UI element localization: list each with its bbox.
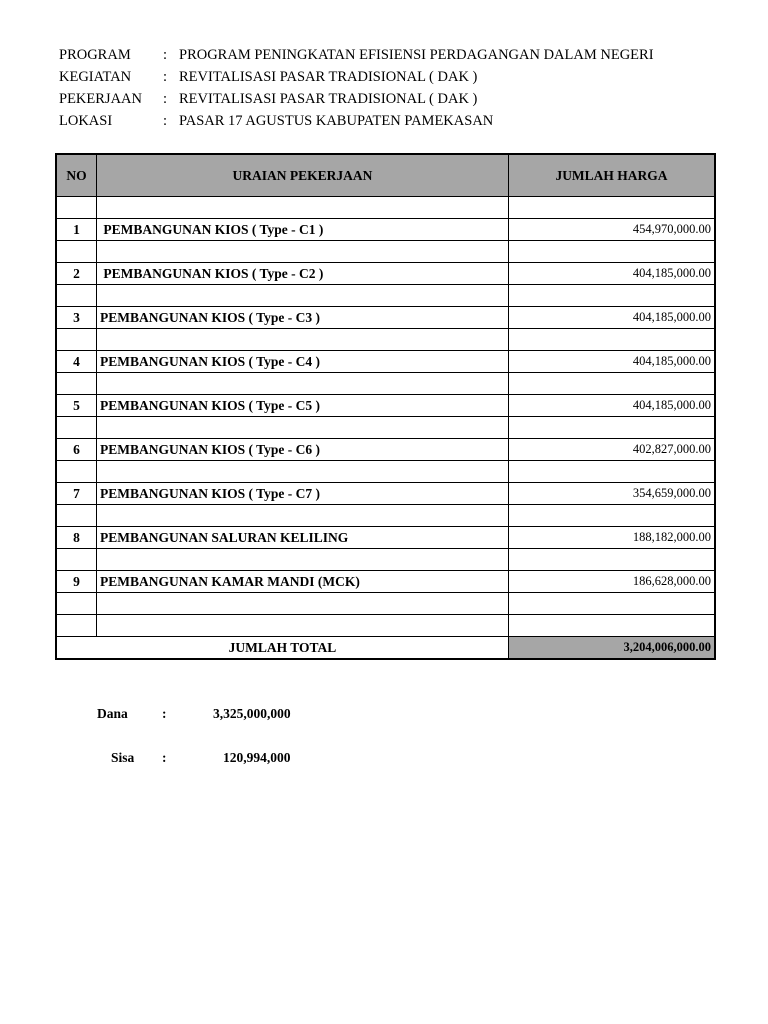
header-value: REVITALISASI PASAR TRADISIONAL ( DAK ): [179, 69, 478, 85]
empty-row: [56, 593, 715, 615]
row-amount: 188,182,000.00: [509, 527, 716, 549]
row-number: 9: [56, 571, 97, 593]
row-description: PEMBANGUNAN SALURAN KELILING: [97, 527, 509, 549]
table-row: [56, 219, 715, 241]
table-row: [56, 307, 715, 329]
table-row: [56, 395, 715, 417]
row-description: PEMBANGUNAN KIOS ( Type - C6 ): [97, 439, 509, 461]
empty-row: [56, 285, 715, 307]
row-description: PEMBANGUNAN KIOS ( Type - C7 ): [97, 483, 509, 505]
row-amount: 404,185,000.00: [509, 351, 716, 373]
dana-label: Dana: [97, 706, 128, 721]
row-description: PEMBANGUNAN KIOS ( Type - C3 ): [97, 307, 509, 329]
header-value: REVITALISASI PASAR TRADISIONAL ( DAK ): [179, 91, 478, 107]
row-number: 6: [56, 439, 97, 461]
column-header-uraian: URAIAN PEKERJAAN: [97, 154, 509, 197]
sisa-label: Sisa: [111, 750, 135, 765]
total-label: JUMLAH TOTAL: [56, 637, 509, 660]
row-description: PEMBANGUNAN KIOS ( Type - C4 ): [97, 351, 509, 373]
row-amount: 404,185,000.00: [509, 263, 716, 285]
row-amount: 454,970,000.00: [509, 219, 716, 241]
header-colon: :: [163, 113, 168, 129]
table-row: [56, 439, 715, 461]
total-row: [56, 637, 715, 660]
row-number: 4: [56, 351, 97, 373]
header-value: PASAR 17 AGUSTUS KABUPATEN PAMEKASAN: [179, 113, 494, 129]
row-description: PEMBANGUNAN KIOS ( Type - C1 ): [97, 219, 509, 241]
total-amount: 3,204,006,000.00: [509, 637, 716, 660]
table-row: [56, 571, 715, 593]
header-label: LOKASI: [59, 113, 113, 129]
table-row: [56, 351, 715, 373]
empty-row: [56, 549, 715, 571]
row-number: 3: [56, 307, 97, 329]
row-amount: 354,659,000.00: [509, 483, 716, 505]
empty-row: [56, 417, 715, 439]
sisa-value: 120,994,000: [223, 750, 291, 765]
row-number: 8: [56, 527, 97, 549]
table-row: [56, 263, 715, 285]
row-amount: 402,827,000.00: [509, 439, 716, 461]
row-description: PEMBANGUNAN KIOS ( Type - C5 ): [97, 395, 509, 417]
header-colon: :: [163, 69, 168, 85]
empty-row: [56, 197, 715, 219]
empty-row: [56, 505, 715, 527]
row-description: PEMBANGUNAN KAMAR MANDI (MCK): [97, 571, 509, 593]
empty-row: [56, 461, 715, 483]
header-colon: :: [163, 91, 168, 107]
table-row: [56, 483, 715, 505]
header-colon: :: [163, 47, 168, 63]
empty-row: [56, 615, 715, 637]
dana-value: 3,325,000,000: [213, 706, 291, 721]
row-amount: 404,185,000.00: [509, 307, 716, 329]
empty-row: [56, 329, 715, 351]
header-label: PROGRAM: [59, 47, 131, 63]
header-label: KEGIATAN: [59, 69, 132, 85]
empty-row: [56, 373, 715, 395]
row-amount: 404,185,000.00: [509, 395, 716, 417]
column-header-no: NO: [56, 154, 97, 197]
column-header-jumlah: JUMLAH HARGA: [509, 154, 716, 197]
row-number: 2: [56, 263, 97, 285]
table-header-row: [56, 154, 715, 197]
empty-row: [56, 241, 715, 263]
cost-table: [55, 153, 716, 660]
row-description: PEMBANGUNAN KIOS ( Type - C2 ): [97, 263, 509, 285]
row-number: 1: [56, 219, 97, 241]
table-row: [56, 527, 715, 549]
row-amount: 186,628,000.00: [509, 571, 716, 593]
header-value: PROGRAM PENINGKATAN EFISIENSI PERDAGANGAN DALAM NEGERI: [179, 47, 654, 63]
row-number: 5: [56, 395, 97, 417]
header-label: PEKERJAAN: [59, 91, 142, 107]
row-number: 7: [56, 483, 97, 505]
sisa-colon: :: [162, 750, 167, 765]
dana-colon: :: [162, 706, 167, 721]
